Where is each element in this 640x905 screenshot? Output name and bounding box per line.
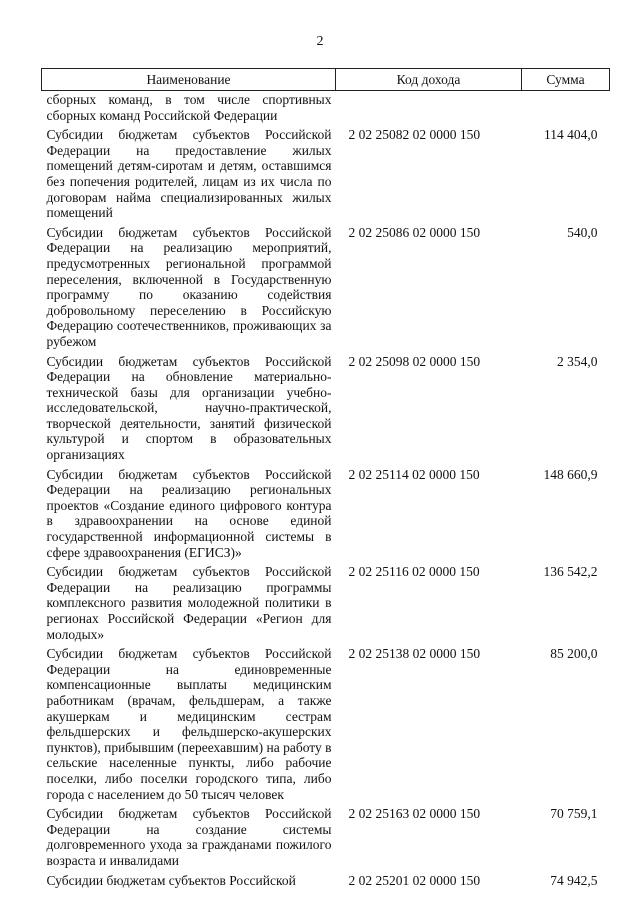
table-row — [42, 872, 610, 892]
row-amount: 114 404,0 — [544, 127, 598, 143]
table-row — [42, 224, 610, 353]
table-row — [42, 805, 610, 871]
row-name: Субсидии бюджетам субъектов Российской Федерации на реализацию региональных проектов «Создание единого цифрового контура в здравоохранении на основе единой государственной информационной системы в сфере здравоохранения (ЕГИСЗ)» — [46, 466, 332, 560]
row-code: 2 02 25116 02 0000 150 — [348, 564, 480, 580]
header-code: Код дохода — [336, 69, 522, 91]
table-row — [42, 645, 610, 805]
row-code: 2 02 25114 02 0000 150 — [348, 466, 480, 482]
row-amount: 2 354,0 — [557, 353, 598, 369]
row-amount: 74 942,5 — [550, 872, 598, 888]
row-code: 2 02 25082 02 0000 150 — [348, 127, 481, 143]
row-amount: 136 542,2 — [543, 564, 598, 580]
header-name: Наименование — [42, 69, 336, 91]
row-name: Субсидии бюджетам субъектов Российской Федерации на реализацию программы комплексного развития молодежной политики в регионах Российской Федерации «Регион для молодых» — [46, 564, 332, 642]
revenue-table — [41, 68, 610, 891]
row-amount: 540,0 — [567, 224, 598, 240]
row-name: Субсидии бюджетам субъектов Российской Федерации на единовременные компенсационные выплаты медицинским работникам (врачам, фельдшерам, а также акушеркам и медицинским сестрам фельдшерских и фельдшерско-акушерских пунктов), прибывшим (переехавшим) на работу в сельские населенные пункты, либо рабочие поселки, либо поселки городского типа, либо города с населением до 50 тысяч человек — [46, 646, 332, 802]
row-amount: 148 660,9 — [543, 466, 598, 482]
row-amount — [522, 91, 610, 127]
row-name: Субсидии бюджетам субъектов Российской — [46, 872, 296, 888]
row-code: 2 02 25098 02 0000 150 — [348, 353, 481, 369]
row-code: 2 02 25138 02 0000 150 — [348, 646, 481, 662]
table-header — [42, 69, 610, 91]
row-code: 2 02 25086 02 0000 150 — [348, 224, 481, 240]
row-amount: 70 759,1 — [550, 806, 598, 822]
row-code: 2 02 25201 02 0000 150 — [348, 872, 481, 888]
page-number: 2 — [316, 34, 324, 49]
row-name: Субсидии бюджетам субъектов Российской Федерации на реализацию мероприятий, предусмотренных региональной программой переселения, включенной в Государственную программу по оказанию содействия добровольному переселению в Российскую Федерацию соотечественников, проживающих за рубежом — [46, 224, 332, 349]
row-name: Субсидии бюджетам субъектов Российской Федерации на предоставление жилых помещений детям-сиротам и детям, оставшимся без попечения родителей, лицам из их числа по договорам найма специализированных жилых помещений — [46, 127, 332, 221]
header-amount: Сумма — [522, 69, 610, 91]
row-code — [336, 91, 522, 127]
table-row — [42, 353, 610, 466]
row-amount: 85 200,0 — [550, 646, 598, 662]
row-code: 2 02 25163 02 0000 150 — [348, 806, 481, 822]
table-row — [42, 563, 610, 645]
table-row — [42, 126, 610, 224]
row-name: Субсидии бюджетам субъектов Российской Федерации на создание системы долговременного ухода за гражданами пожилого возраста и инвалидами — [46, 806, 332, 868]
row-name: сборных команд, в том числе спортивных сборных команд Российской Федерации — [46, 92, 332, 123]
table-row — [42, 91, 610, 127]
table-body — [42, 91, 610, 892]
row-name: Субсидии бюджетам субъектов Российской Федерации на обновление материально-технической базы для организации учебно-исследовательской, научно-практической, творческой деятельности, занятий физической культурой и спортом в образовательных организациях — [46, 353, 332, 463]
table-row — [42, 466, 610, 564]
